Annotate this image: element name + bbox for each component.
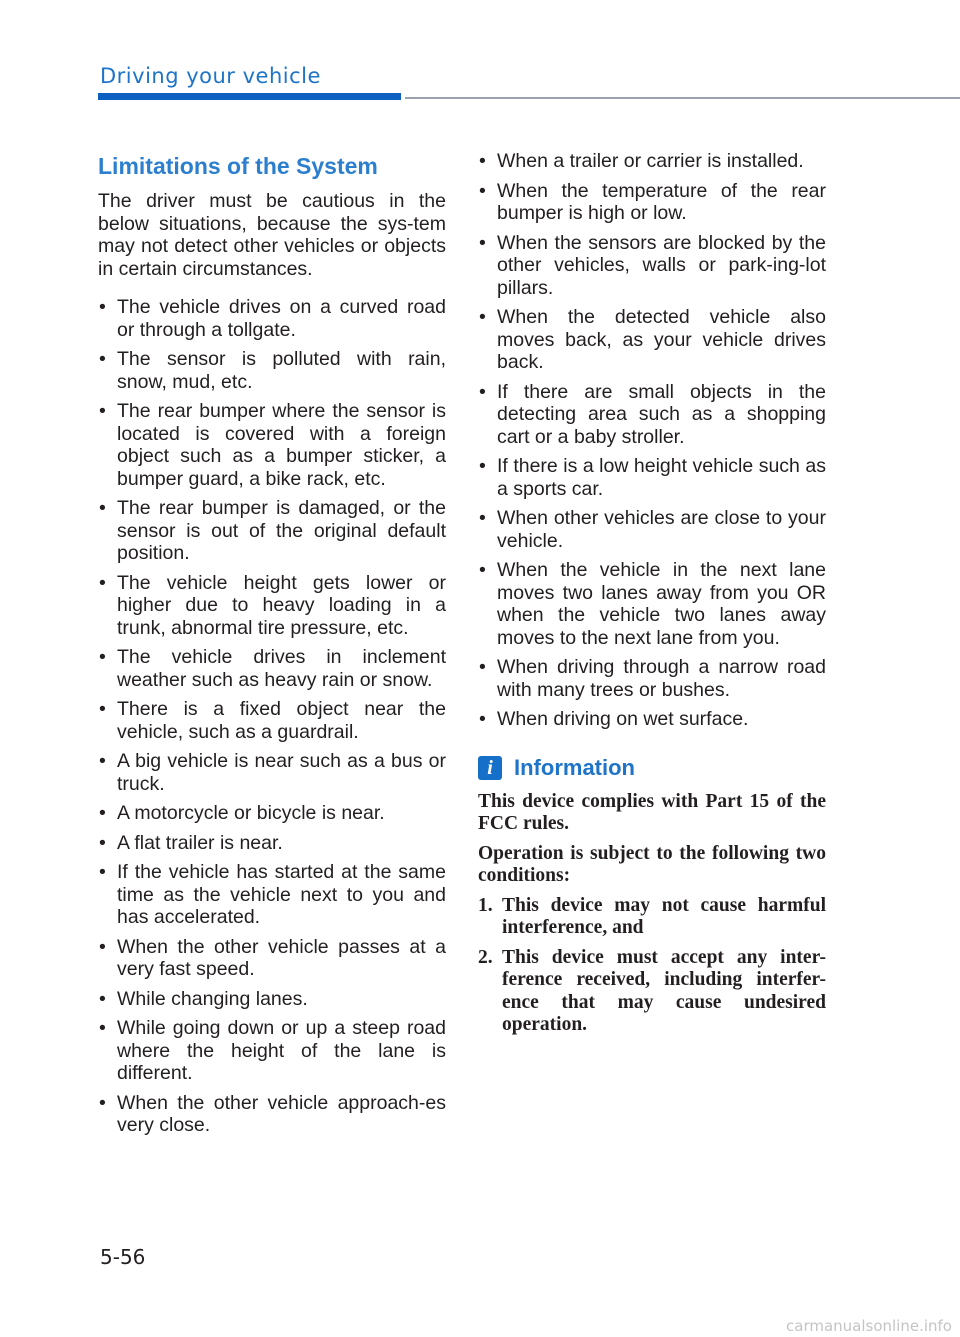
list-item: • The rear bumper is damaged, or the sensor is out of the original default position. [98,497,446,565]
condition-number: 2. [478,946,493,968]
list-item: • When the other vehicle approach-es very close. [98,1092,446,1137]
condition-number: 1. [478,894,493,916]
info-icon: i [478,756,502,780]
list-item: • When the detected vehicle also moves back, as your vehicle drives back. [478,306,826,374]
list-item: • When the temperature of the rear bumper is high or low. [478,180,826,225]
header-rule [405,97,960,99]
list-item [478,895,826,940]
list-item: • If there is a low height vehicle such as a sports car. [478,455,826,500]
list-item: • The vehicle drives on a curved road or through a tollgate. [98,296,446,341]
information-header [478,755,826,781]
list-item: • If the vehicle has started at the same time as the vehicle next to you and has accelerated. [98,861,446,929]
list-item: • There is a fixed object near the vehicle, such as a guardrail. [98,698,446,743]
condition-text: This device must accept any inter-ference received, including interfer-ence that may cause undesired operation. [502,946,826,1035]
list-item: • If there are small objects in the detecting area such as a shopping cart or a baby stroller. [478,381,826,449]
conditions-list [478,895,826,1037]
list-item: • When a trailer or carrier is installed. [478,150,826,173]
page-number: 5-56 [100,1245,146,1269]
conditions-intro: Operation is subject to the following two conditions: [478,842,826,886]
list-item: • The rear bumper where the sensor is located is covered with a foreign object such as a bumper sticker, a bumper guard, a bike rack, etc. [98,400,446,490]
right-column [478,150,826,1044]
list-item: • While going down or up a steep road where the height of the lane is different. [98,1017,446,1085]
list-item: • When the sensors are blocked by the other vehicles, walls or park-ing-lot pillars. [478,232,826,300]
list-item: • While changing lanes. [98,988,446,1011]
list-item: • When the other vehicle passes at a very fast speed. [98,936,446,981]
list-item: • The vehicle drives in inclement weather such as heavy rain or snow. [98,646,446,691]
list-item [478,947,826,1037]
limitations-list-right [478,150,826,731]
condition-text: This device may not cause harmful interference, and [502,894,826,938]
watermark: carmanualsonline.info [786,1317,952,1335]
list-item: • The sensor is polluted with rain, snow, mud, etc. [98,348,446,393]
limitations-list-left [98,296,446,1137]
section-heading: Limitations of the System [98,153,378,179]
list-item: • A motorcycle or bicycle is near. [98,802,446,825]
left-column [98,150,446,1144]
list-item: • When driving through a narrow road with many trees or bushes. [478,656,826,701]
list-item: • A big vehicle is near such as a bus or truck. [98,750,446,795]
header-accent-bar [98,93,401,100]
section-header-title: Driving your vehicle [100,64,321,88]
intro-paragraph: The driver must be cautious in the below situations, because the sys-tem may not detect other vehicles or objects in certain circumstances. [98,190,446,280]
fcc-compliance-text: This device complies with Part 15 of the FCC rules. [478,790,826,834]
list-item: • The vehicle height gets lower or higher due to heavy loading in a trunk, abnormal tire pressure, etc. [98,572,446,640]
information-title: Information [514,754,635,780]
list-item: • When driving on wet surface. [478,708,826,731]
list-item: • A flat trailer is near. [98,832,446,855]
list-item: • When the vehicle in the next lane moves two lanes away from you OR when the vehicle two lanes away moves to the next lane from you. [478,559,826,649]
list-item: • When other vehicles are close to your vehicle. [478,507,826,552]
